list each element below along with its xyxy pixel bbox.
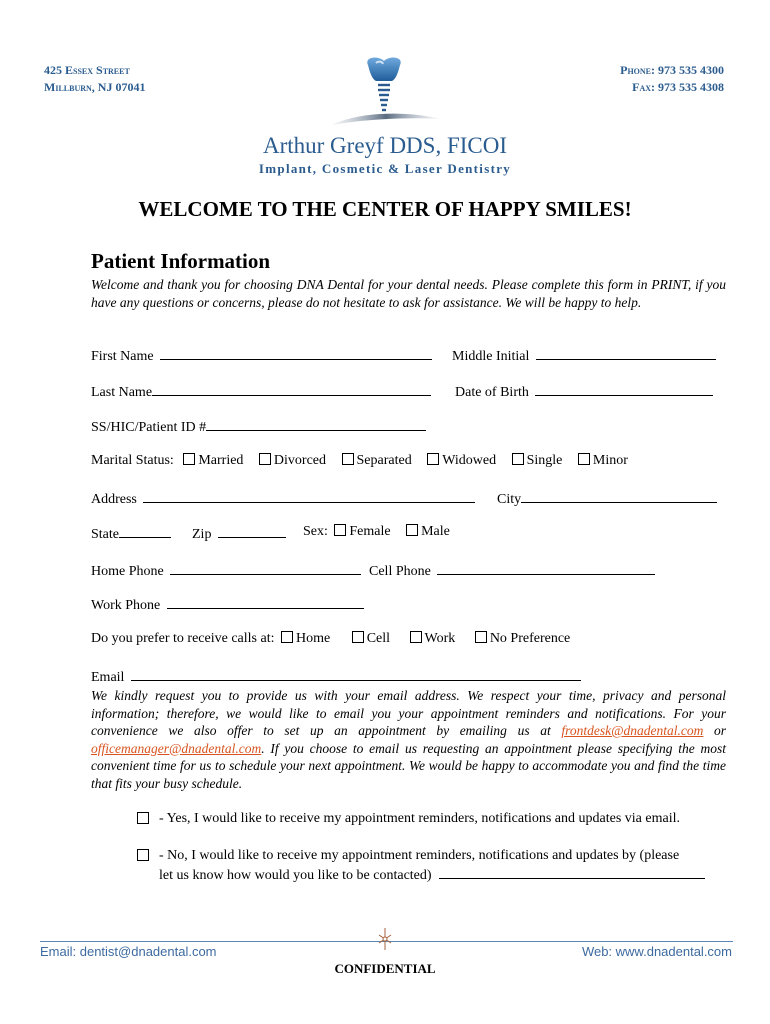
work-phone-field[interactable]	[167, 595, 364, 609]
middle-initial-label: Middle Initial	[452, 349, 530, 364]
practice-contact	[620, 62, 724, 96]
first-name-field[interactable]	[160, 346, 432, 360]
home-call-label: Home	[295, 631, 331, 646]
cell-call-label: Cell	[366, 631, 391, 646]
email-notice-text-2: . If you choose to email us requesting an appointment please specifying the most convenient time for us to schedule your next appointment. We would be happy to accommodate you and find the time that fits your busy schedule.	[91, 740, 726, 791]
first-name-label: First Name	[91, 349, 154, 364]
email-notice	[91, 687, 726, 792]
frontdesk-email-link[interactable]: frontdesk@dnadental.com	[561, 723, 704, 738]
cell-phone-field[interactable]	[437, 561, 655, 575]
fax-number: Fax: 973 535 4308	[632, 80, 724, 94]
call-preference-row	[91, 631, 576, 647]
phone-number: Phone: 973 535 4300	[620, 63, 724, 77]
consent-no-row	[137, 847, 737, 885]
welcome-heading: WELCOME TO THE CENTER OF HAPPY SMILES!	[138, 197, 632, 221]
male-checkbox[interactable]	[406, 524, 418, 536]
tooth-implant-icon	[320, 55, 450, 135]
patient-id-label: SS/HIC/Patient ID #	[91, 420, 207, 435]
footer-email: Email: dentist@dnadental.com	[40, 944, 217, 959]
email-notice-or: or	[703, 723, 726, 738]
contact-method-field[interactable]	[439, 865, 705, 879]
address-label: Address	[91, 492, 137, 507]
consent-yes-text: - Yes, I would like to receive my appointment reminders, notifications and updates via email.	[159, 811, 680, 826]
consent-no-checkbox[interactable]	[137, 849, 149, 861]
email-notice-text-1: We kindly request you to provide us with your email address. We respect your time, privacy and personal information; therefore, we would like to email you your appointment reminders and notifications. For your convenience we also offer to set up an appointment by emailing us at	[91, 688, 726, 738]
cell-phone-label: Cell Phone	[369, 564, 431, 579]
no-preference-checkbox[interactable]	[475, 631, 487, 643]
work-phone-label: Work Phone	[91, 598, 161, 613]
city-label: City	[497, 492, 522, 507]
last-name-row	[91, 382, 431, 401]
intro-paragraph: Welcome and thank you for choosing DNA Dental for your dental needs. Please complete this form in PRINT, if you have any questions or concerns, please do not hesitate to ask for assistance. We will be happy to help.	[91, 277, 726, 310]
home-phone-row	[91, 561, 361, 580]
dob-row	[455, 382, 713, 401]
married-checkbox[interactable]	[183, 453, 195, 465]
zip-label: Zip	[192, 527, 212, 542]
section-title: Patient Information	[91, 249, 271, 273]
zip-row	[192, 524, 286, 543]
widowed-checkbox[interactable]	[427, 453, 439, 465]
separated-checkbox[interactable]	[342, 453, 354, 465]
cell-call-checkbox[interactable]	[352, 631, 364, 643]
city-row	[497, 489, 717, 508]
widowed-label: Widowed	[442, 453, 497, 468]
address-row	[91, 489, 475, 508]
sex-row	[303, 524, 456, 540]
city-field[interactable]	[521, 489, 717, 503]
doctor-name: Arthur Greyf DDS, FICOI	[262, 133, 508, 158]
consent-no-text-2: let us know how would you like to be contacted)	[159, 868, 432, 883]
cell-phone-row	[369, 561, 655, 580]
middle-initial-field[interactable]	[536, 346, 716, 360]
sex-label: Sex:	[303, 524, 328, 539]
female-label: Female	[349, 524, 391, 539]
dob-label: Date of Birth	[455, 385, 529, 400]
marital-status-row	[91, 453, 634, 469]
marital-status-label: Marital Status:	[91, 453, 174, 468]
middle-initial-row	[452, 346, 716, 365]
home-phone-label: Home Phone	[91, 564, 164, 579]
consent-yes-row	[137, 810, 737, 828]
work-phone-row	[91, 595, 364, 614]
consent-no-text-1: - No, I would like to receive my appointment reminders, notifications and updates by (please	[159, 848, 680, 863]
dob-field[interactable]	[535, 382, 713, 396]
patient-id-row	[91, 417, 426, 436]
female-checkbox[interactable]	[334, 524, 346, 536]
address-field[interactable]	[143, 489, 475, 503]
last-name-label: Last Name	[91, 385, 153, 400]
footer-website: Web: www.dnadental.com	[581, 944, 732, 959]
no-preference-label: No Preference	[489, 631, 571, 646]
home-call-checkbox[interactable]	[281, 631, 293, 643]
work-call-checkbox[interactable]	[410, 631, 422, 643]
divorced-checkbox[interactable]	[259, 453, 271, 465]
home-phone-field[interactable]	[170, 561, 361, 575]
practice-address	[44, 62, 145, 96]
address-line-2: Millburn, NJ 07041	[44, 80, 146, 94]
address-line-1: 425 Essex Street	[44, 63, 130, 77]
confidential-label: CONFIDENTIAL	[334, 961, 436, 976]
single-checkbox[interactable]	[512, 453, 524, 465]
email-field[interactable]	[131, 667, 581, 681]
patient-id-field[interactable]	[206, 417, 426, 431]
star-ornament-icon	[378, 928, 392, 950]
state-label: State	[91, 527, 119, 542]
state-field[interactable]	[119, 524, 171, 538]
officemanager-email-link[interactable]: officemanager@dnadental.com	[91, 740, 262, 756]
work-call-label: Work	[424, 631, 456, 646]
call-preference-label: Do you prefer to receive calls at:	[91, 631, 275, 646]
male-label: Male	[421, 524, 450, 539]
separated-label: Separated	[356, 453, 412, 468]
consent-yes-checkbox[interactable]	[137, 812, 149, 824]
minor-checkbox[interactable]	[578, 453, 590, 465]
minor-label: Minor	[592, 453, 628, 468]
email-label: Email	[91, 670, 125, 685]
email-row	[91, 667, 581, 686]
zip-field[interactable]	[218, 524, 286, 538]
married-label: Married	[198, 453, 244, 468]
first-name-row	[91, 346, 432, 365]
single-label: Single	[526, 453, 563, 468]
state-row	[91, 524, 171, 543]
last-name-field[interactable]	[152, 382, 431, 396]
divorced-label: Divorced	[273, 453, 327, 468]
practice-tagline: Implant, Cosmetic & Laser Dentistry	[258, 161, 512, 176]
